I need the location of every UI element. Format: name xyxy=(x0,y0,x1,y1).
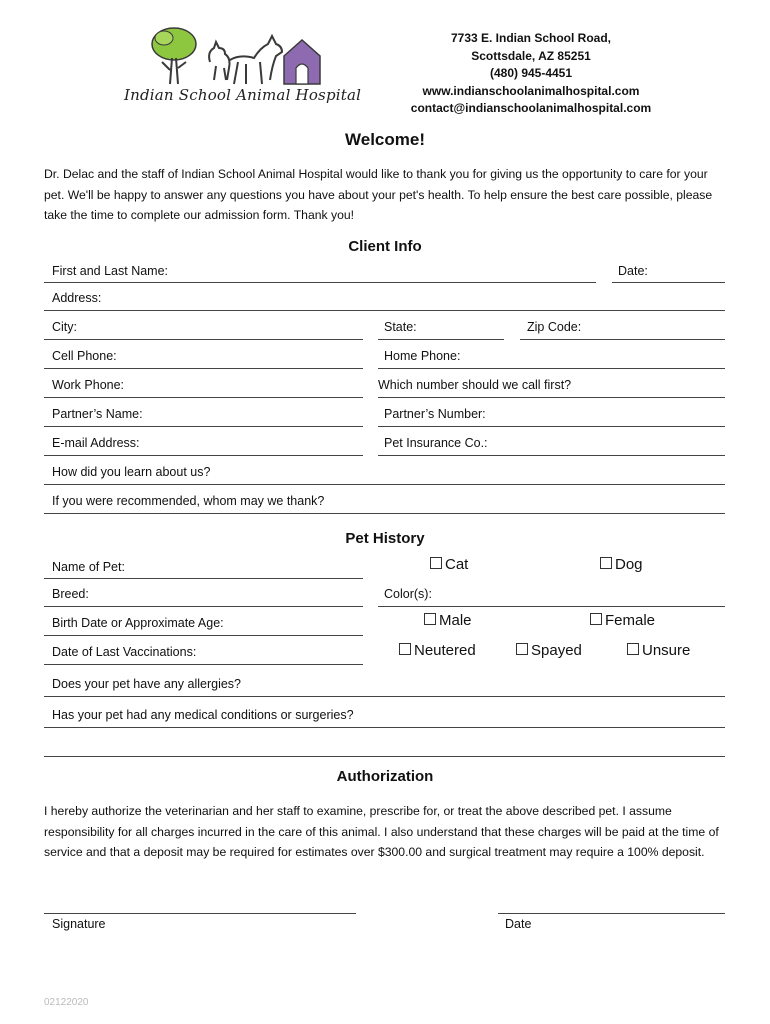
work-phone-label: Work Phone: xyxy=(52,378,125,392)
phone-number: (480) 945-4451 xyxy=(489,66,573,80)
insurance-label: Pet Insurance Co.: xyxy=(384,436,488,450)
welcome-title: Welcome! xyxy=(345,130,425,149)
pet-name-field[interactable] xyxy=(44,578,363,579)
spayed-checkbox[interactable] xyxy=(516,642,582,659)
authorization-title: Authorization xyxy=(336,768,434,785)
male-checkbox[interactable] xyxy=(424,612,472,629)
zip-field[interactable] xyxy=(520,339,725,340)
date-field[interactable] xyxy=(612,282,725,283)
partner-name-label: Partner’s Name: xyxy=(52,407,143,421)
hospital-logo xyxy=(118,22,362,118)
learn-field[interactable] xyxy=(44,484,725,485)
address-field[interactable] xyxy=(44,310,725,311)
city-field[interactable] xyxy=(44,339,363,340)
unsure-checkbox[interactable] xyxy=(627,642,690,659)
checkbox-icon xyxy=(399,643,411,655)
partner-name-field[interactable] xyxy=(44,426,363,427)
form-code: 02122020 xyxy=(44,997,89,1008)
logo-graphic-icon xyxy=(118,22,358,92)
allergies-label: Does your pet have any allergies? xyxy=(52,677,242,691)
call-first-field[interactable] xyxy=(378,397,725,398)
colors-label: Color(s): xyxy=(384,587,432,601)
breed-field[interactable] xyxy=(44,606,363,607)
neutered-label: Neutered xyxy=(414,642,476,659)
signature-date-label: Date xyxy=(505,917,532,931)
pet-name-label: Name of Pet: xyxy=(52,560,125,574)
recommend-field[interactable] xyxy=(44,513,725,514)
birth-label: Birth Date or Approximate Age: xyxy=(52,616,224,630)
city-label: City: xyxy=(52,320,77,334)
state-label: State: xyxy=(384,320,417,334)
website: www.indianschoolanimalhospital.com xyxy=(422,83,640,98)
checkbox-icon xyxy=(627,643,639,655)
colors-field[interactable] xyxy=(378,606,725,607)
unsure-label: Unsure xyxy=(642,642,691,659)
dog-checkbox[interactable] xyxy=(600,556,643,573)
zip-label: Zip Code: xyxy=(527,320,582,334)
checkbox-icon xyxy=(516,643,528,655)
work-phone-field[interactable] xyxy=(44,397,363,398)
recommend-label: If you were recommended, whom may we thank? xyxy=(52,494,325,508)
date-label: Date: xyxy=(618,264,648,278)
welcome-text: Dr. Delac and the staff of Indian School Animal Hospital would like to thank you for giving us the opportunity to care for your pet. We'll be happy to answer any questions you have about your pet's health. To help ensure the best care possible, please take the time to complete our admission form. Thank you! xyxy=(44,167,713,222)
insurance-field[interactable] xyxy=(378,455,725,456)
home-phone-field[interactable] xyxy=(378,368,725,369)
partner-number-label: Partner’s Number: xyxy=(384,407,486,421)
checkbox-icon xyxy=(590,613,602,625)
state-field[interactable] xyxy=(378,339,504,340)
cell-phone-field[interactable] xyxy=(44,368,363,369)
authorization-text: I hereby authorize the veterinarian and her staff to examine, prescribe for, or treat the above described pet. I assume responsibility for all charges incurred in the care of this animal. I also understand that these charges will be paid at the time of service and that a deposit may be required for estimates over $300.00 and surgical treatment may require a 100% deposit. xyxy=(44,804,719,859)
vaccination-label: Date of Last Vaccinations: xyxy=(52,645,197,659)
partner-number-field[interactable] xyxy=(378,426,725,427)
call-first-label: Which number should we call first? xyxy=(378,378,572,392)
cell-phone-label: Cell Phone: xyxy=(52,349,117,363)
client-info-title: Client Info xyxy=(348,238,422,255)
neutered-checkbox[interactable] xyxy=(399,642,476,659)
vaccination-field[interactable] xyxy=(44,664,363,665)
conditions-field[interactable] xyxy=(44,727,725,728)
cat-label: Cat xyxy=(445,556,469,573)
checkbox-icon xyxy=(430,557,442,569)
signature-label: Signature xyxy=(52,917,106,931)
birth-field[interactable] xyxy=(44,635,363,636)
email-label: E-mail Address: xyxy=(52,436,140,450)
address-line2: Scottsdale, AZ 85251 xyxy=(471,48,591,63)
signature-field[interactable] xyxy=(44,913,356,914)
conditions-field-extra[interactable] xyxy=(44,756,725,757)
female-checkbox[interactable] xyxy=(590,612,655,629)
male-label: Male xyxy=(439,612,472,629)
cat-checkbox[interactable] xyxy=(430,556,468,573)
name-label: First and Last Name: xyxy=(52,264,169,278)
signature-date-field[interactable] xyxy=(498,913,725,914)
address-line1: 7733 E. Indian School Road, xyxy=(450,31,612,45)
dog-label: Dog xyxy=(615,556,643,573)
allergies-field[interactable] xyxy=(44,696,725,697)
checkbox-icon xyxy=(600,557,612,569)
learn-label: How did you learn about us? xyxy=(52,465,211,479)
home-phone-label: Home Phone: xyxy=(384,349,461,363)
breed-label: Breed: xyxy=(52,587,89,601)
name-field[interactable] xyxy=(44,282,596,283)
checkbox-icon xyxy=(424,613,436,625)
pet-history-title: Pet History xyxy=(345,530,425,547)
conditions-label: Has your pet had any medical conditions or surgeries? xyxy=(52,708,354,722)
spayed-label: Spayed xyxy=(531,642,582,659)
address-label: Address: xyxy=(52,291,102,305)
email: contact@indianschoolanimalhospital.com xyxy=(410,101,652,115)
email-field[interactable] xyxy=(44,455,363,456)
female-label: Female xyxy=(605,612,656,629)
logo-text: Indian School Animal Hospital xyxy=(124,86,362,104)
contact-block xyxy=(400,30,662,118)
